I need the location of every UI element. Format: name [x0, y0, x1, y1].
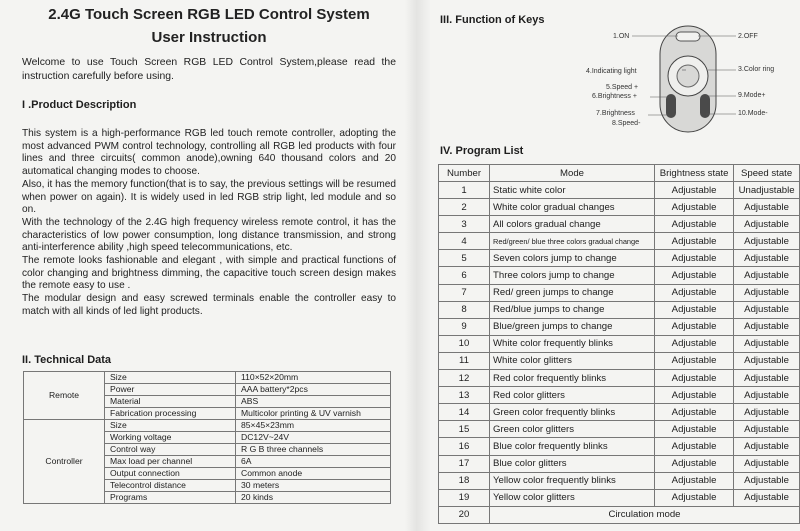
program-row	[439, 455, 800, 472]
column-header-number: Number	[439, 165, 490, 182]
key-label-speed-minus: 8.Speed-	[612, 120, 641, 127]
tech-key: Max load per channel	[105, 456, 236, 468]
tech-value: Multicolor printing & UV varnish	[236, 408, 391, 420]
product-description-heading: I .Product Description	[22, 99, 137, 111]
program-brightness-state: Adjustable	[655, 370, 734, 387]
program-mode: All colors gradual change	[490, 216, 655, 233]
program-brightness-state: Adjustable	[655, 199, 734, 216]
program-brightness-state: Adjustable	[655, 438, 734, 455]
tech-value: R G B three channels	[236, 444, 391, 456]
program-number: 9	[439, 318, 490, 335]
program-mode: Seven colors jump to change	[490, 250, 655, 267]
program-speed-state: Adjustable	[734, 370, 800, 387]
program-number: 6	[439, 267, 490, 284]
tech-value: ABS	[236, 396, 391, 408]
program-mode: Red/green/ blue three colors gradual change	[490, 233, 655, 250]
program-speed-state: Adjustable	[734, 318, 800, 335]
program-mode: Yellow color glitters	[490, 489, 655, 506]
program-mode: White color gradual changes	[490, 199, 655, 216]
tech-key: Working voltage	[105, 432, 236, 444]
tech-key: Size	[105, 372, 236, 384]
tech-key: Output connection	[105, 468, 236, 480]
right-column	[438, 0, 800, 531]
key-label-color-ring: 3.Color ring	[738, 66, 775, 73]
program-mode: Green color glitters	[490, 421, 655, 438]
program-row	[439, 404, 800, 421]
technical-data-heading: II. Technical Data	[22, 354, 112, 366]
tech-key: Programs	[105, 492, 236, 504]
program-speed-state: Adjustable	[734, 387, 800, 404]
program-brightness-state: Adjustable	[655, 335, 734, 352]
program-speed-state: Adjustable	[734, 216, 800, 233]
program-speed-state: Adjustable	[734, 301, 800, 318]
program-row	[439, 284, 800, 301]
tech-value: 110×52×20mm	[236, 372, 391, 384]
program-brightness-state: Adjustable	[655, 472, 734, 489]
program-row	[439, 318, 800, 335]
program-number: 12	[439, 370, 490, 387]
program-brightness-state: Adjustable	[655, 387, 734, 404]
program-mode: Red/blue jumps to change	[490, 301, 655, 318]
program-mode: White color frequently blinks	[490, 335, 655, 352]
program-mode: Red/ green jumps to change	[490, 284, 655, 301]
program-brightness-state: Adjustable	[655, 404, 734, 421]
program-number: 17	[439, 455, 490, 472]
program-brightness-state: Adjustable	[655, 455, 734, 472]
product-description	[22, 128, 396, 319]
program-row	[439, 267, 800, 284]
controller-group-label: Controller	[24, 420, 105, 504]
program-row	[439, 233, 800, 250]
program-number: 20	[439, 506, 490, 523]
program-row	[439, 472, 800, 489]
program-mode: White color glitters	[490, 352, 655, 369]
tech-value: 20 kinds	[236, 492, 391, 504]
program-number: 5	[439, 250, 490, 267]
program-speed-state: Adjustable	[734, 489, 800, 506]
program-brightness-state: Adjustable	[655, 489, 734, 506]
program-row	[439, 250, 800, 267]
program-speed-state: Adjustable	[734, 404, 800, 421]
key-label-speed-plus: 5.Speed +	[606, 84, 639, 91]
program-brightness-state: Adjustable	[655, 301, 734, 318]
function-keys-heading: III. Function of Keys	[440, 14, 545, 26]
tech-value: 30 meters	[236, 480, 391, 492]
program-row	[439, 216, 800, 233]
program-row	[439, 421, 800, 438]
program-mode: Blue/green jumps to change	[490, 318, 655, 335]
program-speed-state: Adjustable	[734, 472, 800, 489]
program-row	[439, 182, 800, 199]
program-list-table	[438, 164, 800, 524]
program-mode: Red color frequently blinks	[490, 370, 655, 387]
program-header-row	[439, 165, 800, 182]
program-brightness-state: Adjustable	[655, 284, 734, 301]
program-row	[439, 489, 800, 506]
program-number: 14	[439, 404, 490, 421]
program-brightness-state: Adjustable	[655, 216, 734, 233]
column-header-speed: Speed state	[734, 165, 800, 182]
program-row	[439, 335, 800, 352]
program-number: 1	[439, 182, 490, 199]
program-row	[439, 370, 800, 387]
column-header-brightness: Brightness state	[655, 165, 734, 182]
program-number: 3	[439, 216, 490, 233]
program-speed-state: Unadjustable	[734, 182, 800, 199]
program-brightness-state: Adjustable	[655, 421, 734, 438]
page-gutter	[405, 0, 431, 531]
key-label-brightness-plus: 6.Brightness +	[592, 93, 637, 100]
program-speed-state: Adjustable	[734, 438, 800, 455]
remote-diagram	[578, 24, 798, 134]
program-row	[439, 387, 800, 404]
program-mode: Yellow color frequently blinks	[490, 472, 655, 489]
program-brightness-state: Adjustable	[655, 352, 734, 369]
tech-key: Power	[105, 384, 236, 396]
program-mode: Green color frequently blinks	[490, 404, 655, 421]
tech-value: 6A	[236, 456, 391, 468]
program-row	[439, 506, 800, 523]
program-number: 19	[439, 489, 490, 506]
program-speed-state: Adjustable	[734, 284, 800, 301]
tech-key: Fabrication processing	[105, 408, 236, 420]
program-number: 4	[439, 233, 490, 250]
tech-value: AAA battery*2pcs	[236, 384, 391, 396]
key-label-brightness-minus: 7.Brightness	[596, 110, 635, 117]
program-speed-state: Adjustable	[734, 233, 800, 250]
program-speed-state: Adjustable	[734, 267, 800, 284]
program-speed-state: Adjustable	[734, 335, 800, 352]
program-mode: Circulation mode	[490, 506, 800, 523]
program-brightness-state: Adjustable	[655, 182, 734, 199]
tech-key: Telecontrol distance	[105, 480, 236, 492]
program-number: 18	[439, 472, 490, 489]
program-speed-state: Adjustable	[734, 199, 800, 216]
program-number: 8	[439, 301, 490, 318]
remote-illustration	[578, 24, 798, 134]
program-list-heading: IV. Program List	[440, 145, 524, 157]
program-speed-state: Adjustable	[734, 455, 800, 472]
program-mode: Static white color	[490, 182, 655, 199]
tech-value: DC12V~24V	[236, 432, 391, 444]
product-paragraph: With the technology of the 2.4G high frequency wireless remote control, it has the characteristics of low power consumption, long distance transmission, and strong anti-interference ability ,high speed telecommunications, etc.	[22, 216, 396, 254]
key-label-off: 2.OFF	[738, 33, 758, 40]
key-label-on: 1.ON	[613, 33, 630, 40]
program-number: 16	[439, 438, 490, 455]
program-number: 13	[439, 387, 490, 404]
program-brightness-state: Adjustable	[655, 233, 734, 250]
product-paragraph: Also, it has the memory function(that is to say, the previous settings will be resumed when power on again). It is widely used in led RGB strip light, led module and so on.	[22, 178, 397, 216]
program-row	[439, 199, 800, 216]
program-row	[439, 352, 800, 369]
program-brightness-state: Adjustable	[655, 267, 734, 284]
program-number: 11	[439, 352, 490, 369]
tech-key: Size	[105, 420, 236, 432]
program-number: 10	[439, 335, 490, 352]
program-mode: Three colors jump to change	[490, 267, 655, 284]
tech-key: Control way	[105, 444, 236, 456]
left-column	[18, 0, 400, 531]
column-header-mode: Mode	[490, 165, 655, 182]
program-number: 7	[439, 284, 490, 301]
tech-row	[24, 420, 391, 432]
tech-value: Common anode	[236, 468, 391, 480]
program-speed-state: Adjustable	[734, 250, 800, 267]
key-label-mode-minus: 10.Mode-	[738, 110, 768, 117]
program-brightness-state: Adjustable	[655, 318, 734, 335]
program-number: 15	[439, 421, 490, 438]
tech-value: 85×45×23mm	[236, 420, 391, 432]
tech-row	[24, 372, 391, 384]
program-row	[439, 438, 800, 455]
program-number: 2	[439, 199, 490, 216]
product-paragraph: The remote looks fashionable and elegant , with simple and practical functions of color changing and brightness dimming, the capacitive touch screen design makes the remote easy to use .	[22, 255, 396, 292]
program-speed-state: Adjustable	[734, 421, 800, 438]
key-label-mode-plus: 9.Mode+	[738, 92, 766, 99]
product-paragraph: This system is a high-performance RGB led touch remote controller, adopting the most advanced PWM control technology, controlling all RGB led products with four lines and three circuits( common anode),owning 640 thousand colors and 20 automatical changing modes to choose.	[22, 128, 396, 178]
key-label-indicator: 4.Indicating light	[586, 68, 637, 75]
program-mode: Blue color glitters	[490, 455, 655, 472]
intro-paragraph: Welcome to use Touch Screen RGB LED Control System,please read the instruction carefully before using.	[22, 57, 396, 82]
document-title: 2.4G Touch Screen RGB LED Control System	[48, 6, 370, 23]
product-paragraph: The modular design and easy screwed terminals enable the controller easy to match with all kinds of led light products.	[22, 293, 396, 317]
program-speed-state: Adjustable	[734, 352, 800, 369]
tech-key: Material	[105, 396, 236, 408]
document-subtitle: User Instruction	[151, 29, 267, 46]
program-brightness-state: Adjustable	[655, 250, 734, 267]
remote-group-label: Remote	[24, 372, 105, 420]
program-mode: Blue color frequently blinks	[490, 438, 655, 455]
program-row	[439, 301, 800, 318]
program-mode: Red color glitters	[490, 387, 655, 404]
technical-data-table	[23, 371, 391, 504]
